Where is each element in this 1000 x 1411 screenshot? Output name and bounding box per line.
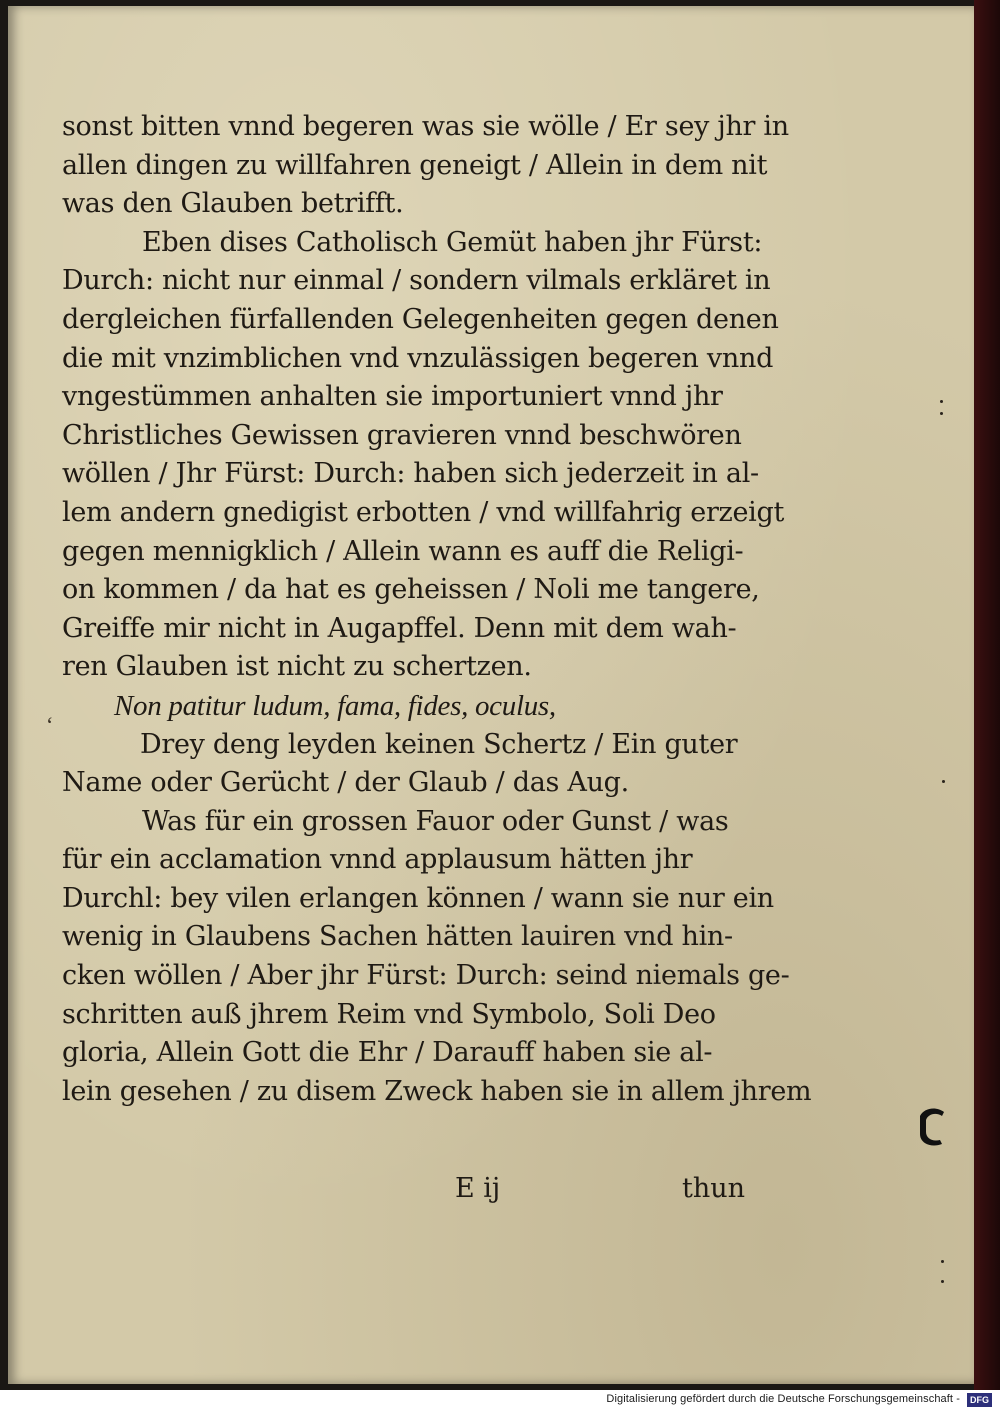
catchword: thun bbox=[682, 1173, 746, 1204]
text-line: schritten auß jhrem Reim vnd Symbolo, Soli Deo bbox=[62, 998, 716, 1030]
text-line: Was für ein grossen Fauor oder Gunst / was bbox=[142, 805, 729, 837]
text-line: dergleichen fürfallenden Gelegenheiten gegen denen bbox=[62, 303, 779, 335]
page-text bbox=[62, 108, 812, 1111]
signature-mark: E ij bbox=[455, 1173, 501, 1204]
text-line: Name oder Gerücht / der Glaub / das Aug. bbox=[62, 767, 629, 799]
margin-quote-mark: ‘ bbox=[46, 712, 54, 737]
text-line: wöllen / Jhr Fürst: Durch: haben sich jederzeit in al- bbox=[62, 458, 759, 490]
book-edge bbox=[974, 0, 1000, 1390]
text-line: sonst bitten vnnd begeren was sie wölle / Er sey jhr in bbox=[62, 111, 789, 142]
footer-bar bbox=[0, 1390, 1000, 1411]
text-line: allen dingen zu willfahren geneigt / Allein in dem nit bbox=[62, 149, 768, 181]
text-line: Eben dises Catholisch Gemüt haben jhr Fürst: bbox=[142, 226, 763, 258]
text-line: für ein acclamation vnnd applausum hätten jhr bbox=[62, 844, 693, 876]
text-line: ren Glauben ist nicht zu schertzen. bbox=[62, 651, 532, 683]
text-line: was den Glauben betrifft. bbox=[62, 188, 404, 220]
text-line: Durch: nicht nur einmal / sondern vilmals erkläret in bbox=[62, 265, 771, 297]
text-line: lein gesehen / zu disem Zweck haben sie in allem jhrem bbox=[62, 1075, 812, 1107]
text-line: lem andern gnedigist erbotten / vnd willfahrig erzeigt bbox=[62, 496, 785, 528]
text-line: cken wöllen / Aber jhr Fürst: Durch: seind niemals ge- bbox=[62, 960, 790, 992]
text-line: Greiffe mir nicht in Augapffel. Denn mit dem wah- bbox=[62, 612, 737, 644]
text-line: vngestümmen anhalten sie importuniert vnnd jhr bbox=[62, 381, 723, 413]
text-line: Drey deng leyden keinen Schertz / Ein guter bbox=[140, 728, 738, 760]
latin-verse: Non patitur ludum, fama, fides, oculus, bbox=[114, 689, 556, 722]
margin-specks bbox=[938, 400, 948, 1300]
text-line: Durchl: bey vilen erlangen können / wann sie nur ein bbox=[62, 882, 774, 914]
text-line: die mit vnzimblichen vnd vnzulässigen begeren vnnd bbox=[62, 342, 774, 374]
text-line: Christliches Gewissen gravieren vnnd beschwören bbox=[62, 419, 742, 451]
funding-credit: Digitalisierung gefördert durch die Deutsche Forschungsgemeinschaft - bbox=[606, 1393, 960, 1405]
dfg-logo-icon: DFG bbox=[967, 1393, 992, 1407]
text-line: gloria, Allein Gott die Ehr / Darauff haben sie al- bbox=[62, 1037, 713, 1069]
text-line: on kommen / da hat es geheissen / Noli me tangere, bbox=[62, 574, 760, 606]
text-line: wenig in Glaubens Sachen hätten lauiren vnd hin- bbox=[62, 921, 733, 953]
text-line: gegen mennigklich / Allein wann es auff die Religi- bbox=[62, 535, 744, 567]
